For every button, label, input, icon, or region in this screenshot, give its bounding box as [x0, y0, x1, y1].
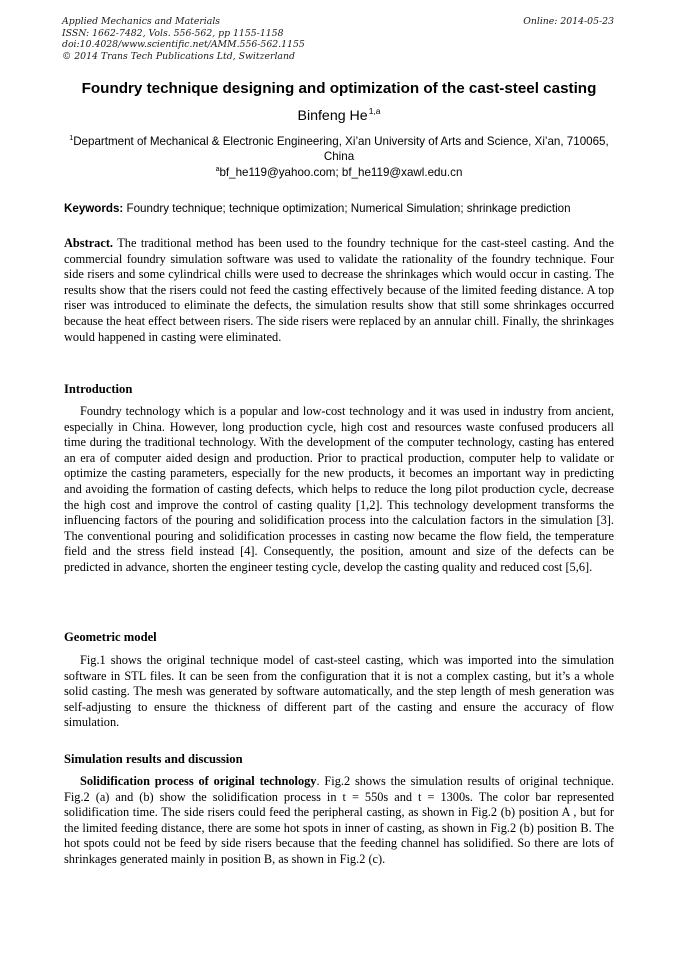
- online-date: Online: 2014-05-23: [523, 16, 614, 27]
- abstract-label: Abstract.: [64, 236, 114, 250]
- journal-name: Applied Mechanics and Materials: [62, 16, 221, 27]
- abstract-text: The traditional method has been used to the foundry technique for the cast-steel casting. And the commercial foundry simulation software was used to validate the rationality of the foundry technique. Four side risers and some cylindrical chills were used to decrease the shrinkages which would occur in casting. The results show that the risers could not feed the casting effectively because of the limited feeding distance. A top riser was introduced to eliminate the defects, the simulation results show that still some shrinkages occurred because the heat effect between risers. The side risers were replaced by an annular chill. Finally, the shrinkages would happened in casting were eliminated.: [64, 236, 614, 344]
- keywords-label: Keywords:: [64, 202, 124, 215]
- keywords-text: Foundry technique; technique optimization; Numerical Simulation; shrinkage prediction: [126, 202, 571, 215]
- simulation-text: . Fig.2 shows the simulation results of original technique. Fig.2 (a) and (b) show the solidification process in t = 550s and t = 1300s. The color bar represented solidification time. The side risers could feed the peripheral casting, as shown in Fig.2 (b) position A , but for the limited feeding distance, there are some hot spots in inner of casting, as shown in Fig.2 (b) position B. The hot spots could not be feed by side risers because that the feeding channel has solidified. So there are lots of shrinkages generated mainly in position B, as shown in Fig.2 (c).: [64, 774, 614, 866]
- author-name: Binfeng He: [297, 108, 368, 124]
- geometric-model-paragraph: Fig.1 shows the original technique model of cast-steel casting, which was imported into the simulation software in STL files. It can be seen from the configuration that it is not a complex casting, but it’s a whole solid casting. The mesh was generated by software automatically, and the step length of mesh generation was self-adjusting to ensure the thickness of different part of the casting and ensure the accuracy of flow simulation.: [64, 653, 614, 730]
- keywords: [64, 202, 624, 215]
- simulation-heading: Simulation results and discussion: [64, 752, 243, 766]
- issn-line: ISSN: 1662-7482, Vols. 556-562, pp 1155-1158: [62, 27, 284, 39]
- affiliation-text: Department of Mechanical & Electronic Engineering, Xi’an University of Arts and Science, Xi’an, 710065, China: [73, 135, 609, 163]
- copyright-line: © 2014 Trans Tech Publications Ltd, Switzerland: [62, 50, 295, 62]
- paper-title: Foundry technique designing and optimization of the cast-steel casting: [81, 80, 597, 97]
- abstract-paragraph: [64, 236, 614, 345]
- email-addresses[interactable]: bf_he119@yahoo.com; bf_he119@xawl.edu.cn: [219, 166, 463, 179]
- geometric-model-heading: Geometric model: [64, 630, 157, 644]
- introduction-paragraph: Foundry technology which is a popular and low-cost technology and it was used in industry from ancient, especially in China. However, long production cycle, high cost and resources waste confused producers all time during the traditional technology. With the development of the computer technology, casting has entered an era of computer aided design and production. Prior to practical production, computer help to validate or optimize the casting parameters, especially for the new products, it becomes an important way in predicting and avoiding the formation of casting defects, which helps to reduce the long pilot production cycle, decrease the high cost and improve the control of casting quality [1,2]. This technology development transforms the influencing factors of the pouring and solidification process into the calculation factors in the simulation [3]. The conventional pouring and solidification processes in casting now became the flow field, the temperature field and the stress field instead [4]. Consequently, the position, amount and size of the defects can be predicted in advance, shorten the engineer testing cycle, develop the casting quality and reduced cost [5,6].: [64, 404, 614, 574]
- publication-info: [62, 16, 422, 62]
- email-line: [40, 166, 638, 179]
- affiliation-superscript: 1: [69, 135, 74, 142]
- simulation-lead: Solidification process of original technology: [80, 774, 317, 788]
- simulation-paragraph: [64, 774, 614, 868]
- introduction-heading: Introduction: [64, 382, 133, 396]
- doi-line[interactable]: doi:10.4028/www.scientific.net/AMM.556-562.1155: [62, 39, 305, 51]
- author-line: [40, 106, 638, 124]
- author-superscript: 1,a: [368, 106, 381, 116]
- affiliation: [64, 132, 614, 164]
- email-superscript: a: [215, 166, 220, 173]
